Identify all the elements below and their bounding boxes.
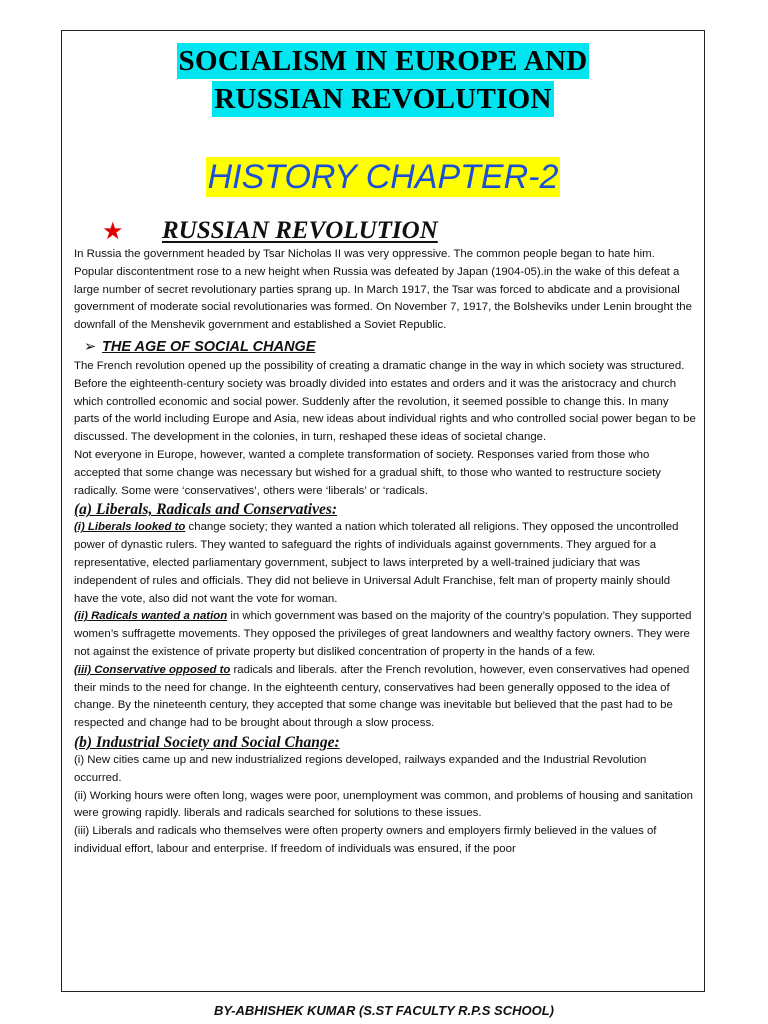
chapter-heading — [62, 157, 704, 197]
paragraph-lead: (i) Liberals looked to — [74, 521, 186, 534]
radicals-paragraph — [74, 608, 696, 661]
paragraph-lead: (iii) Conservative opposed to — [74, 663, 231, 676]
title-line-2: RUSSIAN REVOLUTION — [214, 83, 552, 115]
arrow-bullet-icon: ➢ — [84, 338, 97, 355]
conservatives-paragraph — [74, 662, 696, 733]
document-body — [74, 246, 696, 859]
industrial-paragraph-2: (ii) Working hours were often long, wages were poor, unemployment was common, and problems of housing and sanitation were growing rapidly. liberals and radicals searched for solutions to these issues. — [74, 789, 694, 820]
document-title — [62, 43, 704, 117]
paragraph-text: in which government was based on the majority of the country’s population. They supported women’s suffragette movements. They opposed the privileges of great landowners and wealthy factory owners. They were not against the existence of private property but disliked concentration of property in the hands of a few. — [74, 610, 692, 658]
age-of-social-change-heading — [74, 336, 696, 358]
paragraph-text: change society; they wanted a nation which tolerated all religions. They opposed the uncontrolled power of dynastic rulers. They wanted to safeguard the rights of individuals against governments. They argued for a representative, elected parliamentary government, subject to laws interpreted by a well-trained judiciary that was independent of rules and officials. They did not believe in Universal Adult Franchise, felt man of property mainly should have the vote, also did not want the vote for woman. — [74, 521, 679, 605]
industrial-society-heading: (b) Industrial Society and Social Change: — [74, 733, 340, 751]
social-change-paragraph-2: Not everyone in Europe, however, wanted a complete transformation of society. Responses varied from those who accepted that some change was necessary but wished for a gradual shift, to those who wanted to restructure society radically. Some were ‘conservatives’, others were ‘liberals’ or ‘radicals. — [74, 448, 661, 497]
subheading-text: THE AGE OF SOCIAL CHANGE — [102, 338, 316, 355]
liberals-paragraph — [74, 519, 696, 608]
russian-revolution-paragraph: In Russia the government headed by Tsar Nicholas II was very oppressive. The common people began to hate him. Popular discontentment rose to a new height when Russia was defeated by Japan (1904-05).in the wake of this defeat a large number of secret revolutionary parties sprang up. In March 1917, the Tsar was forced to abdicate and a provisional government of moderate social revolutionaries was formed. On November 7, 1917, the Bolsheviks under Lenin brought the downfall of the Menshevik government and established a Soviet Republic. — [74, 248, 692, 332]
social-change-paragraph-1: The French revolution opened up the possibility of creating a dramatic change in the way in which society was structured. Before the eighteenth-century society was broadly divided into estates and orders and it was the aristocracy and church which controlled economic and social power. Suddenly after the revolution, it seemed possible to change this. In many parts of the world including Europe and Asia, new ideas about individual rights and who controlled social power began to be discussed. The development in the colonies, in turn, reshaped these ideas of societal change. — [74, 359, 696, 444]
industrial-paragraph-1: (i) New cities came up and new industrialized regions developed, railways expanded and the Industrial Revolution occurred. — [74, 753, 647, 784]
section-russian-revolution-heading — [102, 216, 662, 246]
paragraph-text: radicals and liberals. after the French revolution, however, even conservatives had opened their minds to the need for change. In the eighteenth century, conservatives had been generally opposed to the idea of change. By the nineteenth century, they accepted that some change was inevitable but believed that the past had to be respected and change had to be brought about through a slow process. — [74, 663, 690, 730]
liberals-radicals-conservatives-heading: (a) Liberals, Radicals and Conservatives: — [74, 501, 338, 519]
star-icon: ★ — [102, 217, 124, 245]
title-line-1: SOCIALISM IN EUROPE AND — [178, 45, 588, 77]
paragraph-lead: (ii) Radicals wanted a nation — [74, 610, 228, 623]
chapter-label: HISTORY CHAPTER-2 — [207, 158, 559, 196]
section-title: RUSSIAN REVOLUTION — [162, 217, 438, 244]
industrial-paragraph-3: (iii) Liberals and radicals who themselves were often property owners and employers firmly believed in the values of individual effort, labour and enterprise. If freedom of individuals was ensured, if the poor — [74, 825, 657, 855]
page-frame — [61, 30, 705, 992]
author-footer: BY-ABHISHEK KUMAR (S.ST FACULTY R.P.S SCHOOL) — [214, 1003, 554, 1018]
